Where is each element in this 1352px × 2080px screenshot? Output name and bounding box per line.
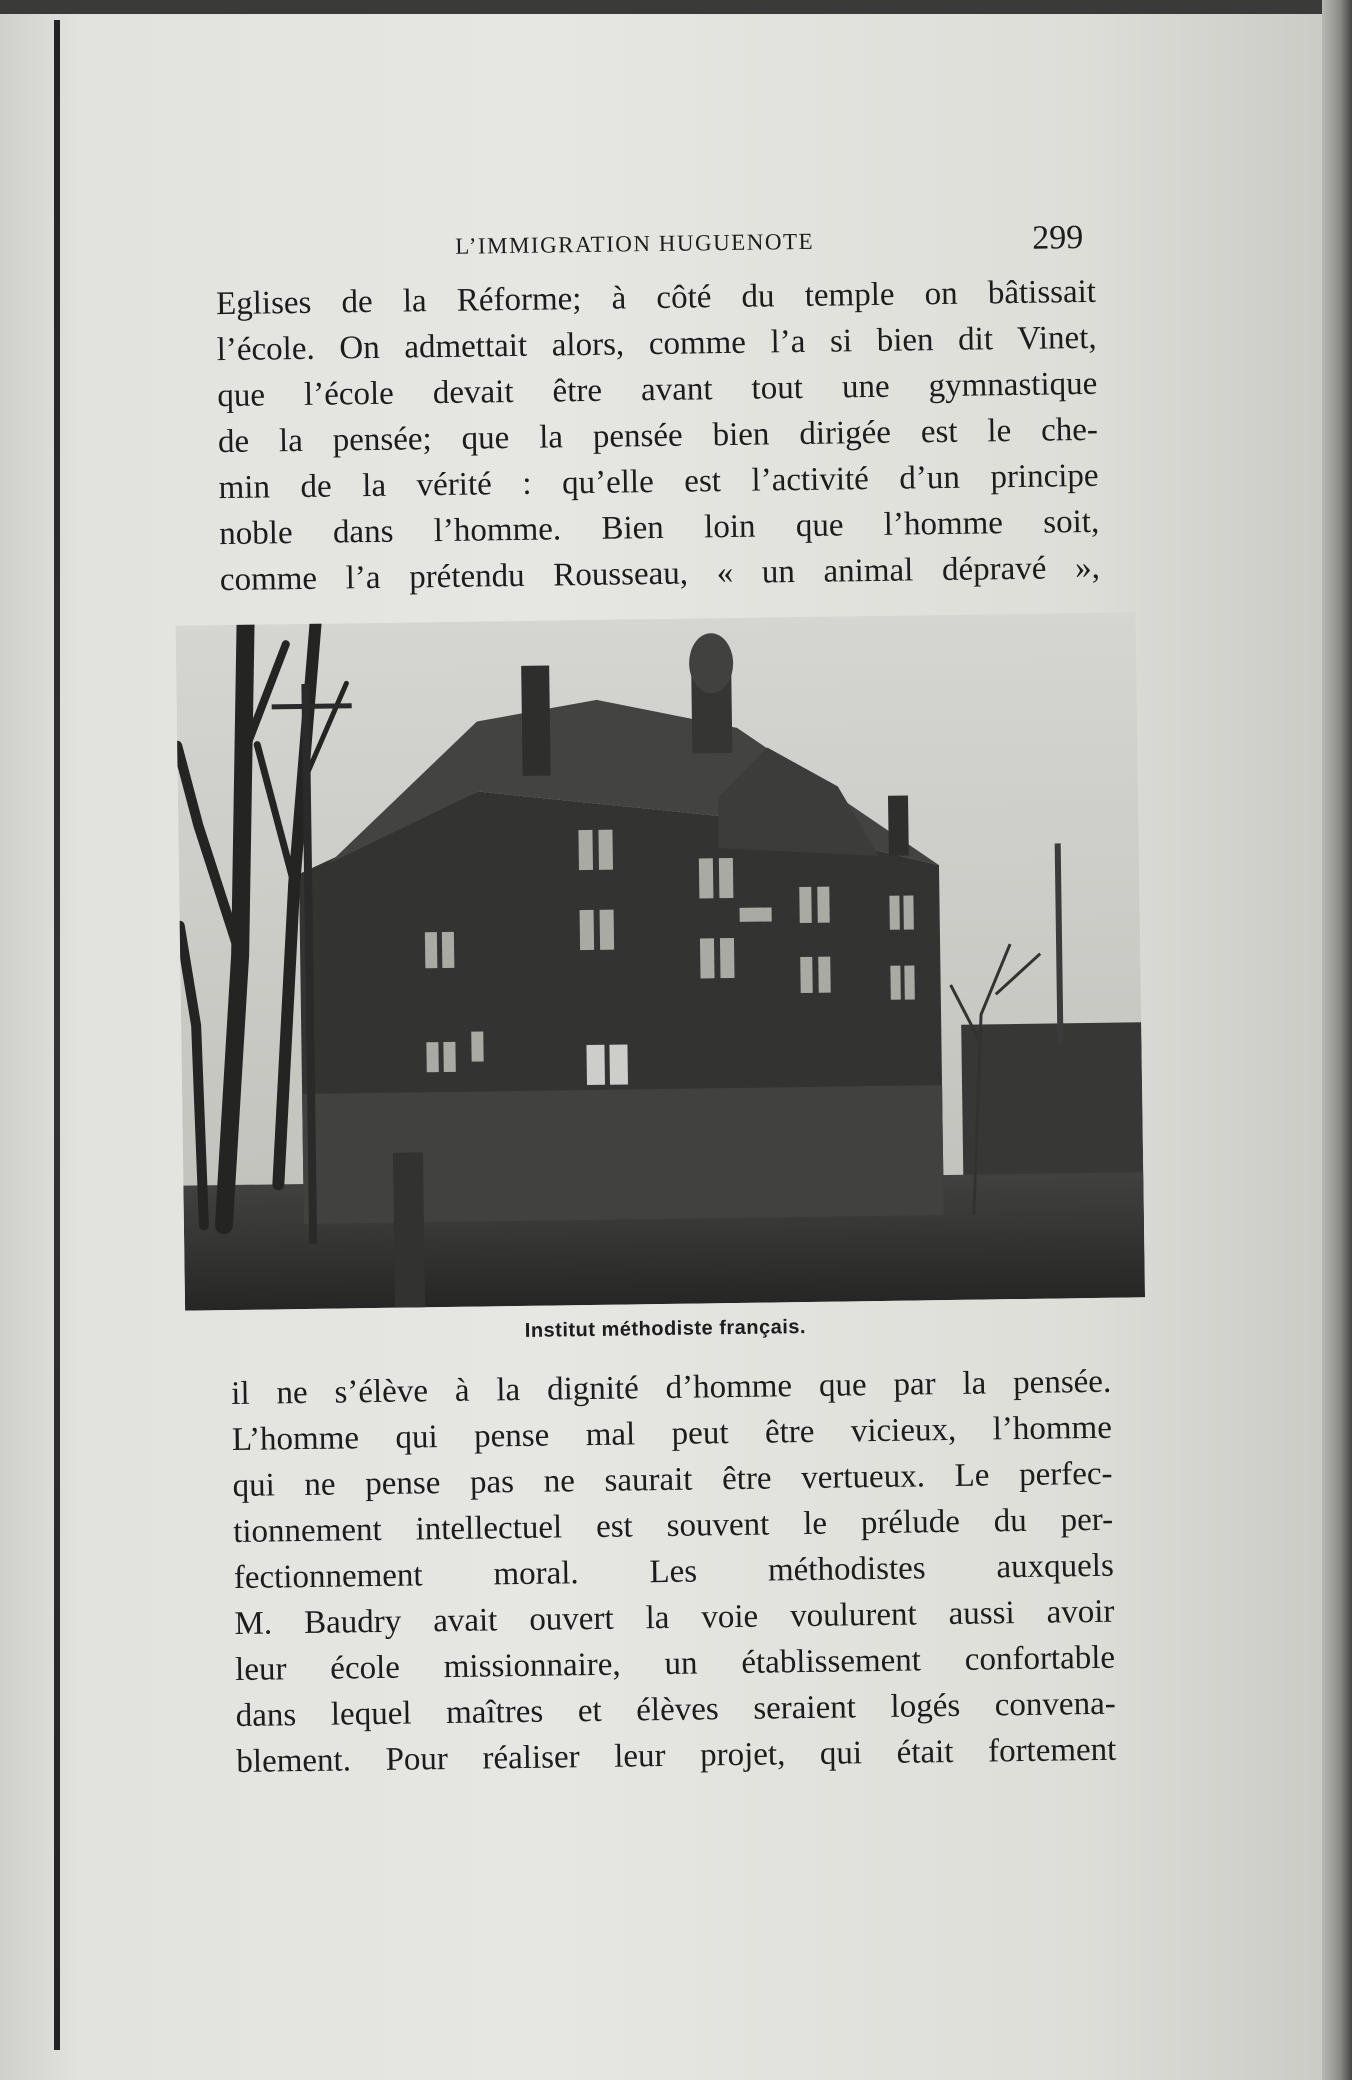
page-right-edge: [1322, 0, 1352, 2080]
text-line: de la pensée; que la pensée bien dirigée est le che-: [217, 411, 1099, 461]
text-line: noble dans l’homme. Bien loin que l’homme soit,: [219, 503, 1100, 553]
page-left-edge: [54, 20, 60, 2050]
text-line: que l’école devait être avant tout une gymnastique: [217, 365, 1098, 415]
text-line: l’école. On admettait alors, comme l’a si bien dit Vinet,: [216, 319, 1097, 369]
page-number: 299: [1031, 219, 1084, 257]
text-line: fectionnement moral. Les méthodistes auxquels: [233, 1547, 1115, 1597]
paragraph-bottom: [231, 1359, 1117, 1785]
figure-caption: Institut méthodiste français.: [524, 1316, 807, 1342]
text-line: blement. Pour réaliser leur projet, qui était fortement: [236, 1731, 1117, 1780]
page-content: [215, 219, 1117, 1785]
text-line: leur école missionnaire, un établissement confortable: [234, 1639, 1116, 1689]
text-line: il ne s’élève à la dignité d’homme que par la pensée.: [231, 1363, 1112, 1413]
text-line: M. Baudry avait ouvert la voie voulurent aussi avoir: [234, 1593, 1115, 1643]
text-line: dans lequel maîtres et élèves seraient logés convena-: [235, 1685, 1116, 1734]
text-line: Eglises de la Réforme; à côté du temple on bâtissait: [215, 273, 1097, 323]
paragraph-top: [216, 269, 1100, 603]
text-line: L’homme qui pense mal peut être vicieux, l’homme: [231, 1409, 1113, 1459]
building-photograph: [176, 612, 1145, 1310]
text-line: qui ne pense pas ne saurait être vertueux. Le perfec-: [232, 1455, 1113, 1505]
text-line: min de la vérité : qu’elle est l’activité d’un principe: [218, 457, 1099, 507]
figure: [176, 612, 1146, 1347]
text-line: comme l’a prétendu Rousseau, « un animal dépravé »,: [219, 549, 1101, 599]
running-title: L’IMMIGRATION HUGUENOTE: [455, 228, 815, 259]
text-line: tionnement intellectuel est souvent le prélude du per-: [232, 1501, 1114, 1551]
scan-top-border: [0, 0, 1352, 14]
